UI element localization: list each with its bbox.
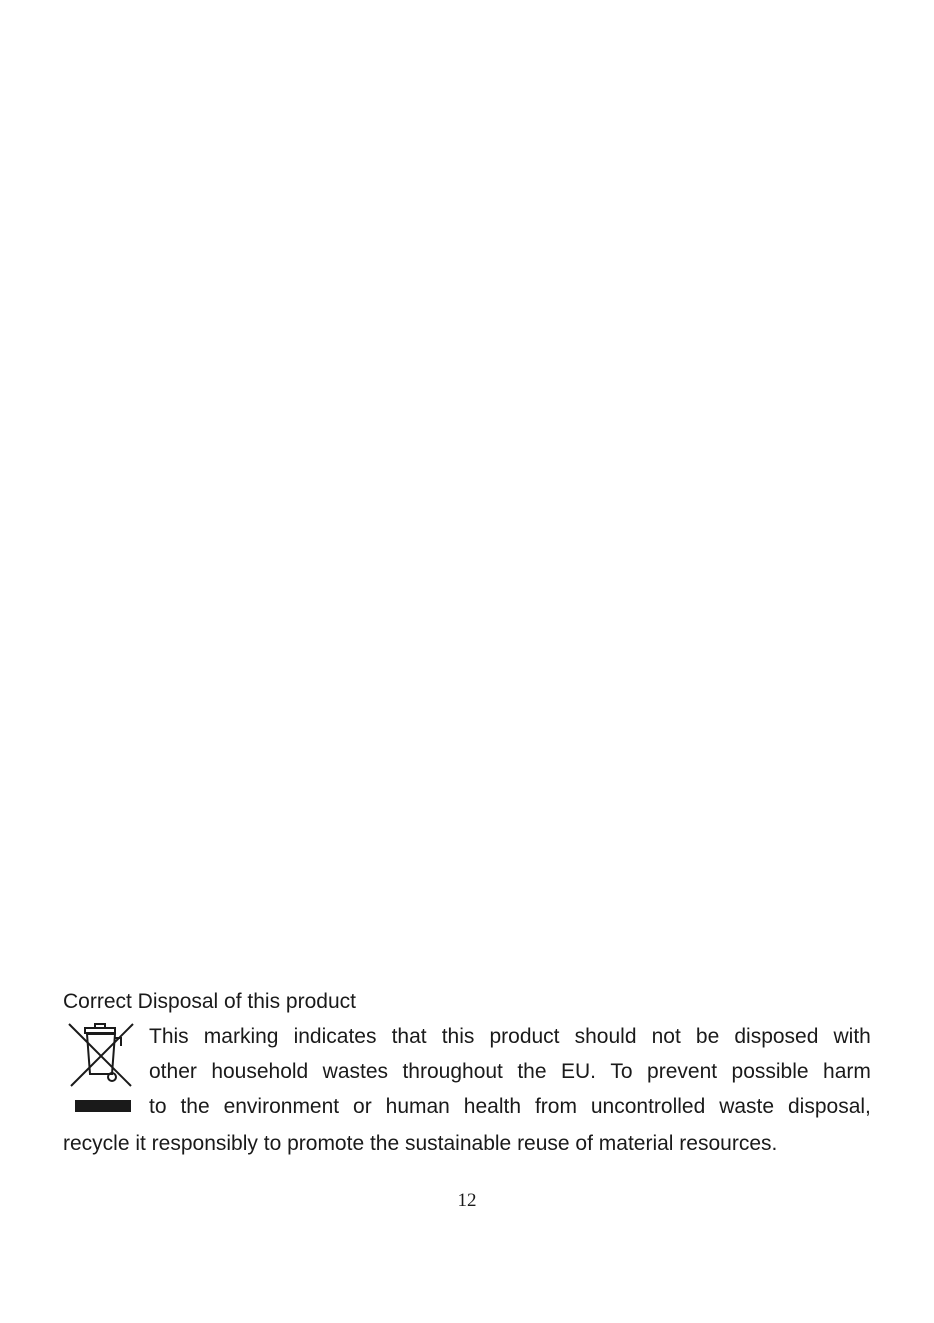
weee-text (149, 1019, 871, 1124)
weee-notice (63, 1019, 871, 1125)
page-number: 12 (457, 1190, 477, 1211)
weee-line-3: to the environment or human health from uncontrolled waste disposal, (149, 1095, 871, 1118)
crossed-out-wheelie-bin-icon (65, 1020, 137, 1116)
weee-line-1: This marking indicates that this product should not be disposed with (149, 1025, 871, 1048)
disposal-heading: Correct Disposal of this product (63, 990, 356, 1013)
disposal-section (63, 988, 871, 1161)
weee-last-line: recycle it responsibly to promote the sustainable reuse of material resources. (63, 1132, 778, 1155)
weee-line-2: other household wastes throughout the EU. To prevent possible harm (149, 1060, 871, 1083)
